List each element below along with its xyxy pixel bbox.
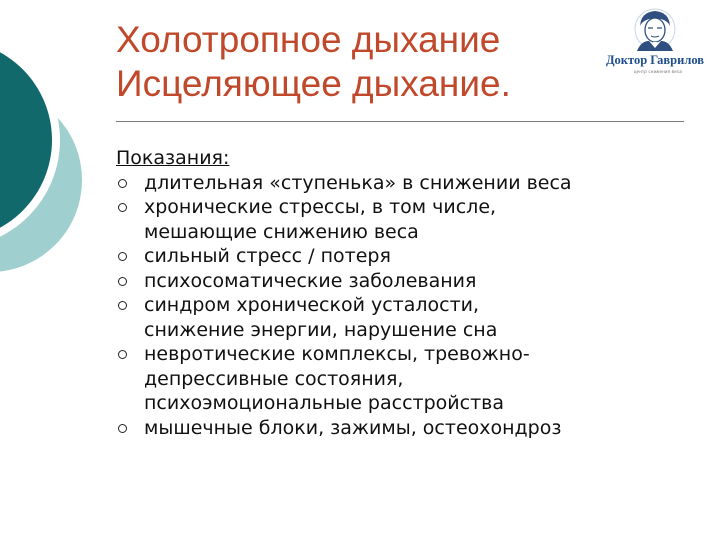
list-item-text: длительная «ступенька» в снижении веса <box>144 171 572 194</box>
list-item <box>116 244 696 269</box>
decorative-circles <box>0 0 100 540</box>
slide-title <box>116 18 586 106</box>
bullet-circle-icon <box>118 179 127 188</box>
list-item <box>116 195 696 244</box>
bullet-circle-icon <box>118 277 127 286</box>
list-item-text: мышечные блоки, зажимы, остеохондроз <box>144 416 562 439</box>
indications-list <box>116 171 696 441</box>
list-item <box>116 416 696 441</box>
list-item-text: депрессивные состояния, <box>144 367 404 390</box>
logo <box>596 6 714 76</box>
title-line-2: Исцеляющее дыхание. <box>116 63 511 104</box>
list-item-text: синдром хронической усталости, <box>144 294 480 316</box>
title-line-1: Холотропное дыхание <box>116 19 501 60</box>
list-item <box>116 342 696 416</box>
list-item <box>116 269 696 294</box>
list-item-text: мешающие снижению веса <box>144 220 419 243</box>
list-item <box>116 293 696 342</box>
section-heading: Показания: <box>116 147 230 169</box>
list-item-text: сильный стресс / потеря <box>144 245 391 267</box>
bullet-circle-icon <box>118 252 127 261</box>
list-item <box>116 171 696 196</box>
title-divider <box>116 121 684 122</box>
list-item-text: хронические стрессы, в том числе, <box>144 196 497 218</box>
bullet-circle-icon <box>118 301 127 310</box>
list-item-text: психосоматические заболевания <box>144 269 477 292</box>
portrait-icon <box>596 6 714 54</box>
bullet-circle-icon <box>118 350 127 359</box>
list-item-text: психоэмоциональные расстройства <box>144 392 504 414</box>
bullet-circle-icon <box>118 424 127 433</box>
bullet-circle-icon <box>118 203 127 212</box>
logo-tagline: центр снижения веса <box>633 69 683 74</box>
content-body <box>116 146 696 440</box>
list-item-text: снижение энергии, нарушение сна <box>144 318 498 341</box>
list-item-text: невротические комплексы, тревожно- <box>144 343 530 365</box>
logo-name: Доктор Гаврилов <box>605 53 705 67</box>
